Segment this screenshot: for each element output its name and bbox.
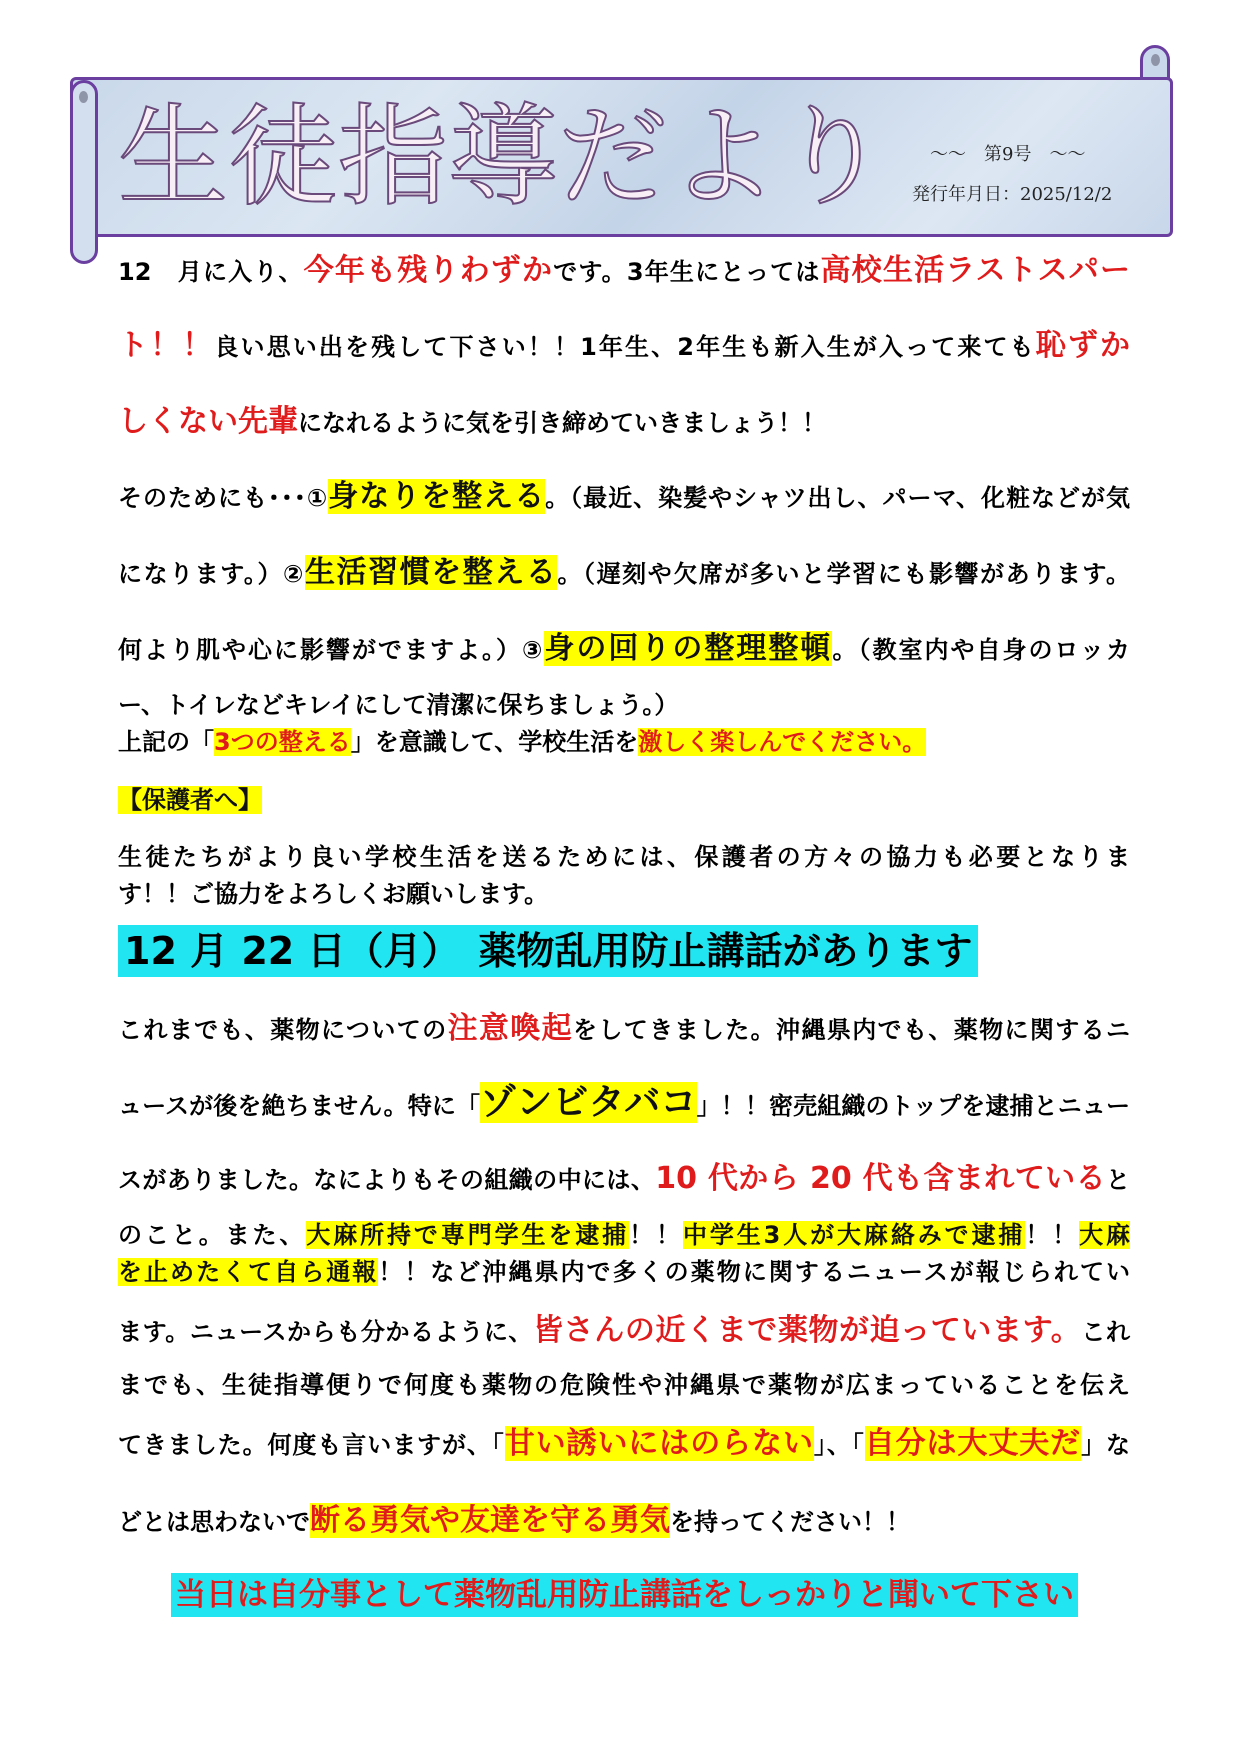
emphasis-segment: 自分は大丈夫だ: [864, 1426, 1082, 1461]
newsletter-title: 生徒指導だより: [118, 93, 888, 221]
emphasis-segment: 恥ずか: [1035, 328, 1130, 363]
text-segment: スがありました。なによりもその組織の中には、: [118, 1166, 656, 1194]
text-segment: ます。ニュースからも分かるように、: [118, 1318, 534, 1346]
text-segment: 」！！密売組織のトップを逮捕とニュー: [696, 1092, 1131, 1120]
emphasis-segment: 中学生3人が大麻絡みで逮捕: [682, 1221, 1026, 1249]
text-segment: になれるように気を引き締めていきましょう！！: [298, 409, 826, 437]
text-segment: 12 月に入り、: [118, 258, 304, 286]
text-segment: になります。）②: [118, 560, 305, 588]
emphasis-segment: 10 代から 20 代も含まれている: [655, 1161, 1106, 1196]
text-segment: 。（教室内や自身のロッカ: [832, 636, 1130, 664]
body-line: [118, 839, 1130, 875]
body-line: [118, 1254, 1130, 1290]
text-segment: ！！: [1025, 1221, 1080, 1249]
body-line: [118, 876, 1130, 912]
body-line: [118, 555, 1130, 591]
text-segment: 」な: [1081, 1431, 1131, 1459]
body-line: [118, 479, 1130, 515]
text-segment: ー、トイレなどキレイにして清潔に保ちましょう。）: [118, 691, 679, 719]
text-segment: てきました。何度も言いますが、「: [118, 1431, 505, 1459]
text-segment: と: [1106, 1166, 1130, 1194]
emphasis-segment: 激しく楽しんでください。: [638, 728, 927, 756]
text-segment: どとは思わないで: [118, 1508, 310, 1536]
closing-message: 当日は自分事として薬物乱用防止講話をしっかりと聞いて下さい: [171, 1573, 1078, 1617]
body-line: [118, 631, 1130, 667]
text-segment: 上記の「: [118, 728, 214, 756]
text-segment: す！！ご協力をよろしくお願いします。: [118, 880, 549, 908]
body-line: [118, 1503, 1130, 1539]
text-segment: 良い思い出を残して下さい！！1年生、2年生も新入生が入って来ても: [214, 333, 1036, 361]
text-segment: を持ってください！！: [670, 1508, 910, 1536]
body-line: [118, 1082, 1131, 1123]
emphasis-segment: 【保護者へ】: [118, 786, 262, 814]
emphasis-segment: 高校生活ラストスパー: [820, 253, 1130, 288]
emphasis-segment: 大麻: [1079, 1221, 1131, 1249]
issue-number: ～～ 第9号 ～～: [930, 144, 1086, 165]
emphasis-segment: 身の回りの整理整頓: [544, 631, 833, 666]
emphasis-segment: 生活習慣を整える: [304, 555, 558, 590]
text-segment: これ: [1081, 1318, 1131, 1346]
text-segment: 何より肌や心に影響がでますよ。）③: [118, 636, 545, 664]
text-segment: までも、生徒指導便りで何度も薬物の危険性や沖縄県で薬物が広まっていることを伝え: [118, 1371, 1130, 1399]
text-segment: これまでも、薬物についての: [118, 1016, 448, 1044]
emphasis-segment: 大麻所持で専門学生を逮捕: [306, 1221, 630, 1249]
issue-date: 発行年月日：2025/12/2: [912, 184, 1113, 205]
body-line: [118, 724, 1130, 760]
text-segment: ュースが後を絶ちません。特に「: [118, 1092, 481, 1120]
text-segment: 。（最近、染髪やシャツ出し、パーマ、化粧などが気: [545, 484, 1130, 512]
section-heading: 12 月 22 日（月） 薬物乱用防止講話があります: [118, 925, 978, 977]
scroll-curl-left: [70, 80, 98, 264]
body-line: [118, 1426, 1130, 1462]
body-line: [118, 404, 1130, 440]
text-segment: そのためにも･･･①: [118, 484, 329, 512]
text-segment: です。3年生にとっては: [553, 258, 821, 286]
text-segment: 生徒たちがより良い学校生活を送るためには、保護者の方々の協力も必要となりま: [118, 843, 1130, 871]
emphasis-segment: 注意喚起: [447, 1011, 574, 1046]
text-segment: 。（遅刻や欠席が多いと学習にも影響があります。: [557, 560, 1130, 588]
emphasis-segment: を止めたくて自ら通報: [118, 1258, 379, 1286]
body-line: [118, 328, 1130, 364]
body-line: [118, 782, 1130, 818]
emphasis-segment: 今年も残りわずか: [303, 253, 554, 288]
text-segment: 」、「: [813, 1431, 865, 1459]
emphasis-segment: 身なりを整える: [328, 479, 546, 514]
emphasis-segment: ト！！: [118, 328, 215, 363]
emphasis-segment: ゾンビタバコ: [480, 1082, 697, 1123]
emphasis-segment: 皆さんの近くまで薬物が迫っています。: [533, 1313, 1082, 1348]
body-line: [118, 1217, 1130, 1253]
text-segment: ！！など沖縄県内で多くの薬物に関するニュースが報じられてい: [378, 1258, 1130, 1286]
body-line: [118, 1011, 1130, 1047]
text-segment: ！！: [629, 1221, 683, 1249]
body-line: [118, 1161, 1130, 1197]
body-line: [118, 1313, 1130, 1349]
emphasis-segment: 甘い誘いにはのらない: [504, 1426, 814, 1461]
body-line: [118, 1367, 1130, 1403]
text-segment: 」を意識して、学校生活を: [350, 728, 639, 756]
body-line: [118, 253, 1130, 289]
text-segment: をしてきました。沖縄県内でも、薬物に関するニ: [573, 1016, 1131, 1044]
emphasis-segment: しくない先輩: [118, 404, 298, 439]
text-segment: のこと。また、: [118, 1221, 307, 1249]
emphasis-segment: 断る勇気や友達を守る勇気: [310, 1503, 670, 1538]
body-line: [118, 687, 1130, 723]
emphasis-segment: 3つの整える: [214, 728, 351, 756]
